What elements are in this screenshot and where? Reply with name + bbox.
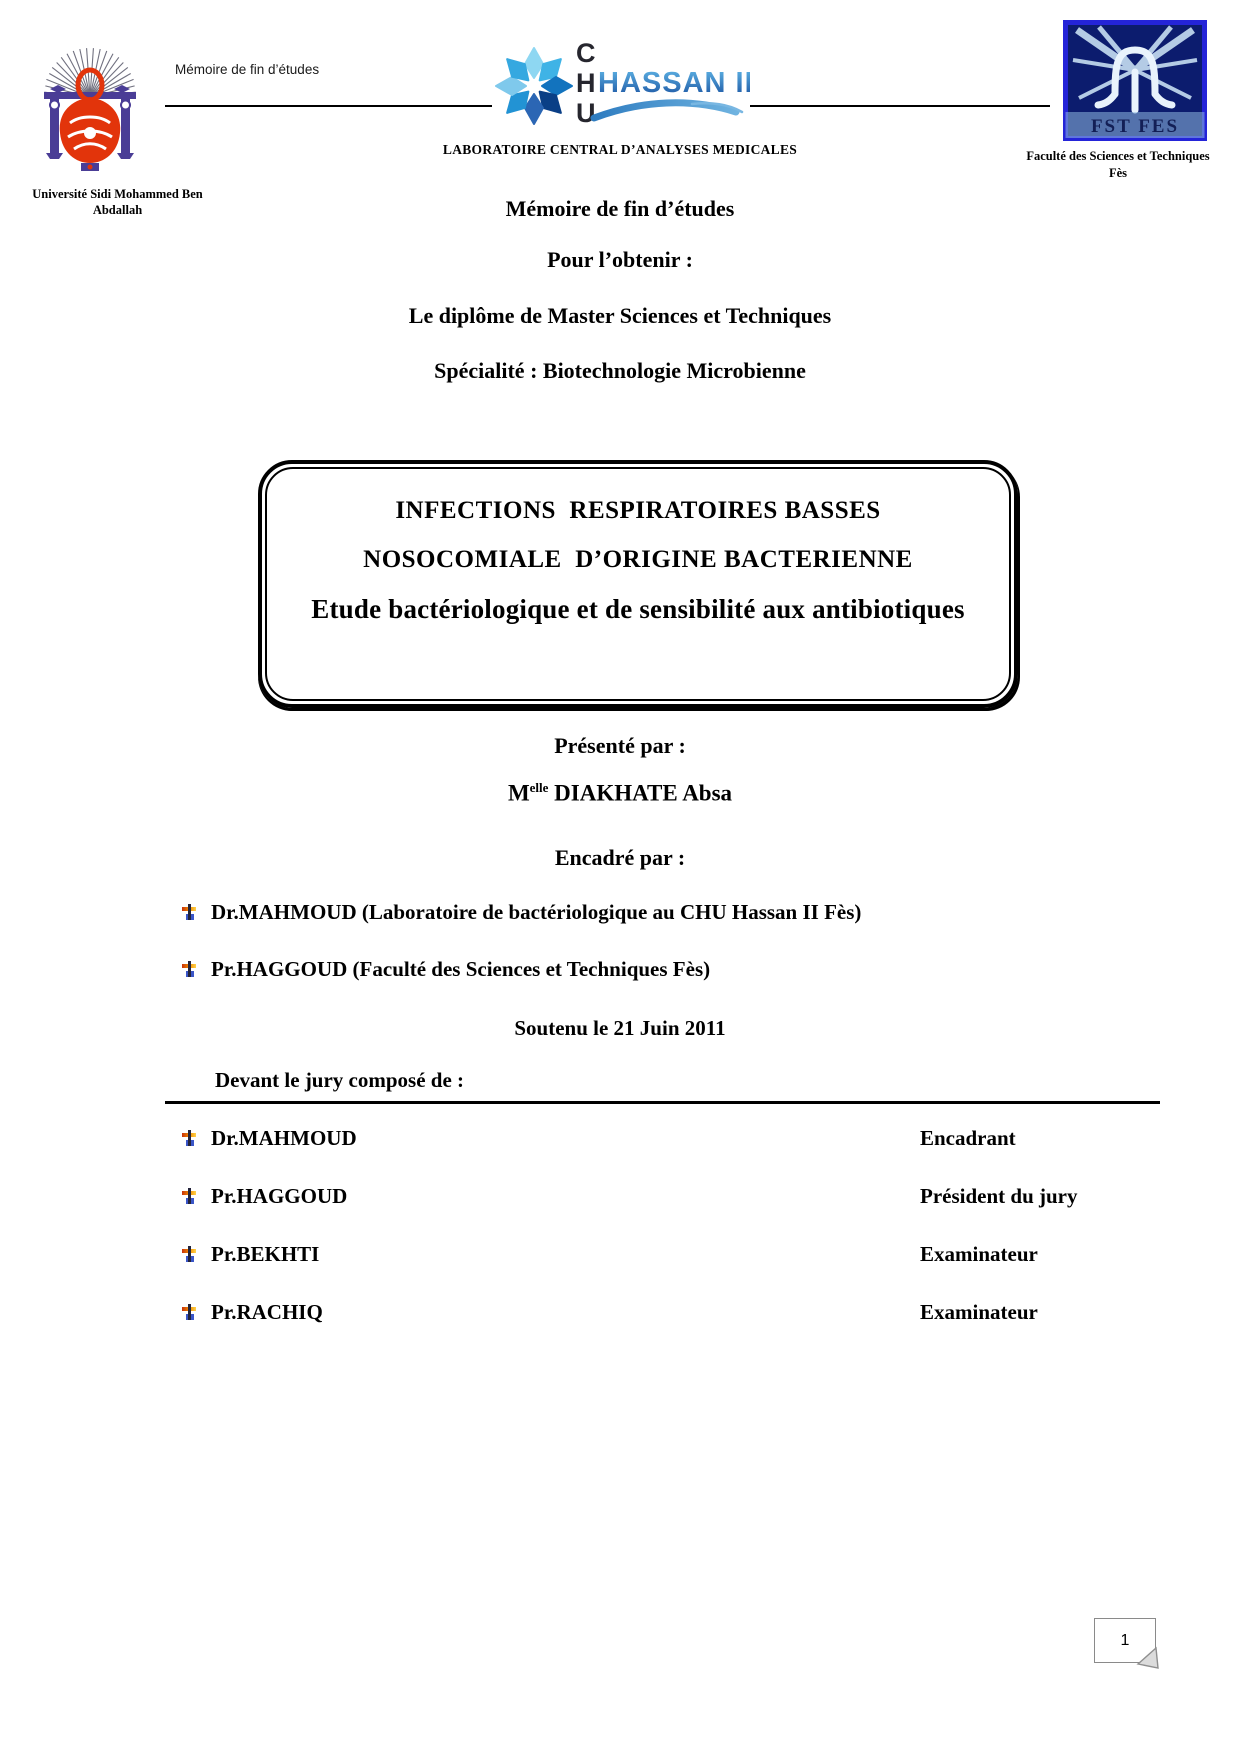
- chu-hassan-ii-logo: [492, 30, 750, 138]
- chu-hassan-text: HASSAN II: [598, 67, 750, 99]
- page-number: 1: [1120, 1631, 1130, 1649]
- university-caption-line2: Abdallah: [92, 203, 143, 217]
- advisor-text: Pr.HAGGOUD (Faculté des Sciences et Techniques Fès): [211, 957, 711, 981]
- jury-member-name: Pr.BEKHTI: [211, 1242, 320, 1266]
- laboratory-caption: LABORATOIRE CENTRAL D’ANALYSES MEDICALES: [442, 142, 798, 157]
- candidate-name-rest: DIAKHATE Absa: [548, 780, 733, 806]
- fst-fes-seal-icon: [1063, 20, 1207, 141]
- thesis-title-box-inner: [265, 467, 1011, 701]
- faculty-caption-line1: Faculté des Sciences et Techniques: [1026, 149, 1210, 163]
- jury-row: [182, 1184, 1160, 1209]
- advisor-text: Dr.MAHMOUD (Laboratoire de bactériologique au CHU Hassan II Fès): [211, 900, 862, 924]
- specialite-line: Spécialité : Biotechnologie Microbienne: [434, 358, 806, 383]
- candidate-name-prefix: M: [507, 780, 530, 806]
- thesis-title-line2: NOSOCOMIALE D’ORIGINE BACTERIENNE: [363, 546, 913, 573]
- jury-row: [182, 1242, 1160, 1267]
- chu-letter-c: C: [576, 38, 596, 68]
- bullet-tick-icon: [182, 904, 197, 921]
- thesis-title-line1: INFECTIONS RESPIRATOIRES BASSES: [395, 497, 881, 524]
- fst-seal-text: FST FES: [1090, 116, 1180, 137]
- diplome-line: Le diplôme de Master Sciences et Techniques: [408, 303, 832, 328]
- defense-date-line: Soutenu le 21 Juin 2011: [514, 1016, 726, 1040]
- folded-corner-icon: [1135, 1645, 1163, 1671]
- bullet-tick-icon: [182, 1304, 197, 1321]
- university-caption-line1: Université Sidi Mohammed Ben: [32, 187, 203, 201]
- faculty-caption: [1010, 148, 1226, 182]
- advisor-row: [182, 957, 710, 982]
- jury-member-role: Examinateur: [920, 1300, 1038, 1324]
- bullet-tick-icon: [182, 961, 197, 978]
- jury-member-role: Examinateur: [920, 1242, 1038, 1266]
- chu-letter-h: H: [576, 68, 596, 98]
- page-number-badge: [1094, 1618, 1156, 1663]
- bullet-tick-icon: [182, 1130, 197, 1147]
- thesis-title-box: [258, 460, 1018, 708]
- jury-row: [182, 1300, 1160, 1325]
- jury-member-role: Président du jury: [920, 1184, 1078, 1208]
- jury-member-name: Pr.HAGGOUD: [211, 1184, 348, 1208]
- encadre-par-label: Encadré par :: [554, 845, 686, 870]
- candidate-name: [0, 780, 1240, 807]
- jury-heading: Devant le jury composé de :: [215, 1068, 465, 1092]
- advisor-row: [182, 900, 861, 925]
- chu-letter-u: U: [576, 98, 596, 128]
- bullet-tick-icon: [182, 1246, 197, 1263]
- chu-swoosh: [594, 103, 736, 118]
- memoire-title: Mémoire de fin d’études: [505, 196, 735, 221]
- bullet-tick-icon: [182, 1188, 197, 1205]
- jury-member-name: Pr.RACHIQ: [211, 1300, 323, 1324]
- presente-par-label: Présenté par :: [554, 733, 686, 758]
- faculty-caption-line2: Fès: [1108, 166, 1128, 180]
- jury-member-name: Dr.MAHMOUD: [211, 1126, 357, 1150]
- pour-obtenir-line: Pour l’obtenir :: [547, 247, 693, 272]
- jury-row: [182, 1126, 1160, 1151]
- jury-divider: [165, 1101, 1160, 1104]
- jury-member-role: Encadrant: [920, 1126, 1016, 1150]
- candidate-name-superscript: elle: [529, 780, 549, 795]
- thesis-title-line3: Etude bactériologique et de sensibilité aux antibiotiques: [311, 594, 965, 624]
- memoir-note-text: Mémoire de fin d’études: [175, 62, 320, 77]
